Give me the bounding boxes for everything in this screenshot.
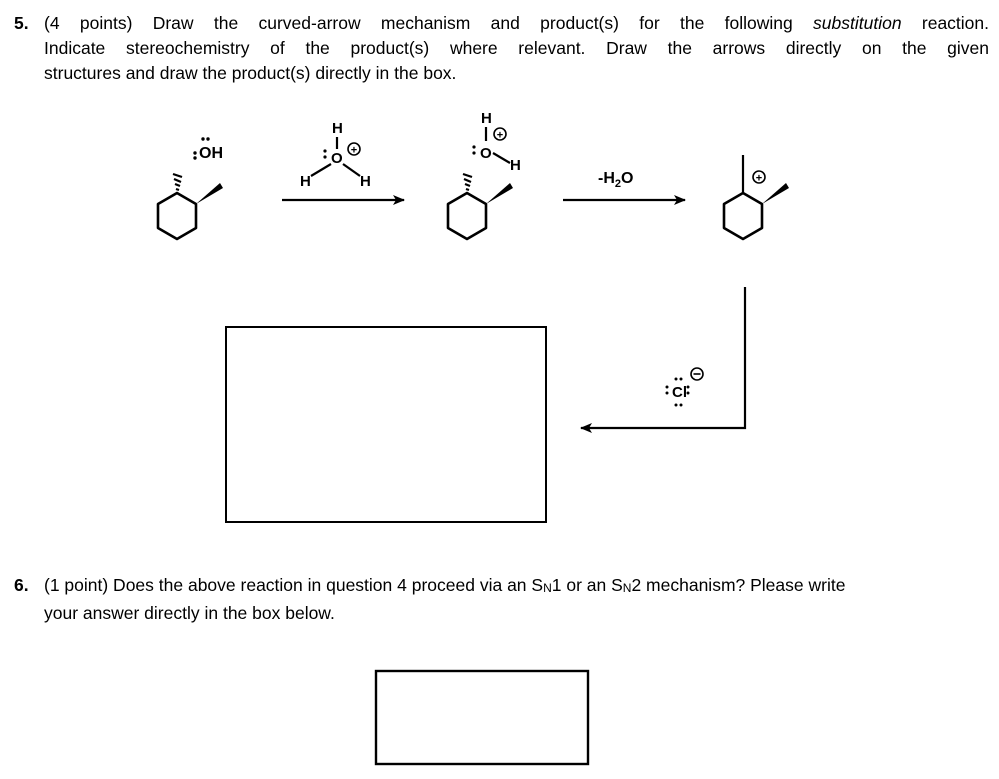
oxonium-o: O [480, 145, 492, 162]
question-5-line-3: structures and draw the product(s) directly in the box. [44, 63, 457, 83]
carbocation-plus-charge [753, 171, 765, 185]
oxonium-h-top: H [481, 110, 492, 127]
svg-text:+: + [350, 144, 358, 157]
oxonium-hashed-wedge [463, 174, 472, 190]
oxonium-h-right: H [510, 157, 521, 174]
product-answer-box[interactable] [226, 327, 546, 522]
methyl-wedge-intermediate [486, 183, 513, 204]
cyclohexane-ring-start [158, 193, 196, 239]
oh-label: OH [199, 145, 223, 162]
chloride-label: Cl [672, 384, 687, 401]
question-5-number: 5. [14, 13, 29, 33]
hydronium-structure [300, 120, 371, 190]
hydronium-h-top: H [332, 120, 343, 137]
hydronium-o: O [331, 150, 343, 167]
oxonium-intermediate-structure [448, 110, 521, 239]
carbocation-structure [724, 155, 789, 239]
question-6-line-1: (1 point) Does the above reaction in question 4 proceed via an SN1 or an SN2 mechanism? Please write [44, 575, 846, 595]
question-5-line-1: (4 points) Draw the curved-arrow mechanism and product(s) for the following substitution reaction. [44, 13, 990, 33]
methyl-wedge-cation [762, 183, 789, 204]
hydronium-h-right: H [360, 173, 371, 190]
question-6-number: 6. [14, 575, 29, 595]
methyl-wedge-start [196, 183, 223, 204]
cyclohexane-ring-intermediate [448, 193, 486, 239]
hydronium-lone-pair-dots [323, 149, 326, 158]
oxonium-lone-pair-dots [472, 145, 475, 154]
reaction-arrow-3 [581, 287, 745, 428]
cyclohexane-ring-cation [724, 193, 762, 239]
oh-hashed-wedge [173, 174, 182, 190]
hydronium-h-left: H [300, 173, 311, 190]
svg-text:+: + [496, 129, 504, 142]
question-6-line-2: your answer directly in the box below. [44, 603, 335, 623]
question-5-line-2: Indicate stereochemistry of the product(s) where relevant. Draw the arrows directly on the given [44, 38, 989, 58]
question-6-text [44, 573, 845, 626]
water-loss-label: $-H_2O$ [598, 170, 634, 190]
hydronium-plus-charge [348, 143, 360, 157]
chloride-ion [666, 368, 704, 407]
svg-text:+: + [755, 172, 763, 185]
substitution-emphasis: substitution [813, 13, 902, 33]
oxonium-plus-charge [494, 128, 506, 142]
starting-alcohol-structure [158, 137, 223, 239]
mechanism-answer-box[interactable] [376, 671, 588, 764]
chloride-minus-charge [691, 368, 703, 380]
